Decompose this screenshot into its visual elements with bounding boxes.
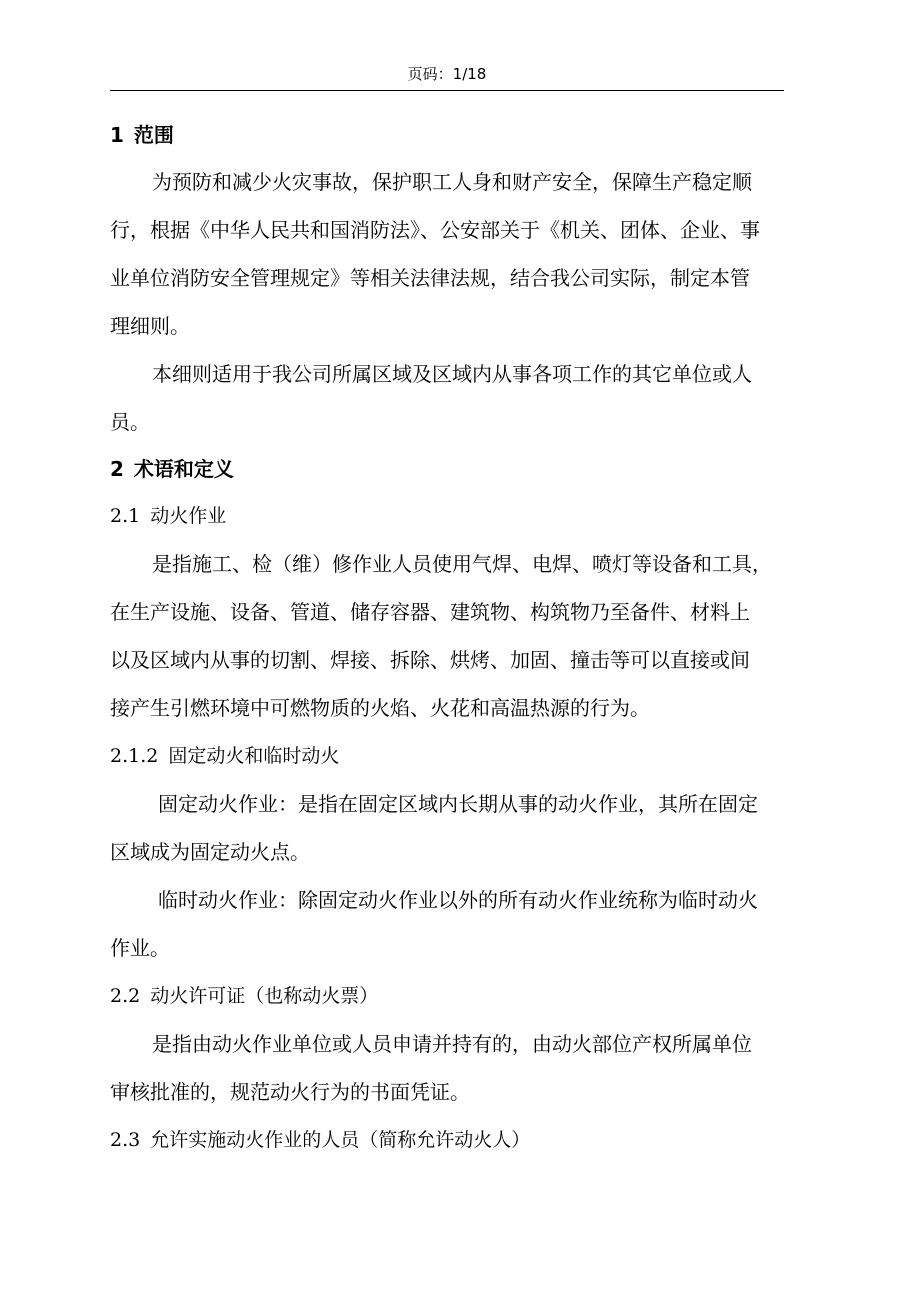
subsection-number: 2.1 (110, 505, 141, 527)
paragraph-line: 本细则适用于我公司所属区域及区域内从事各项工作的其它单位或人 (152, 362, 752, 386)
subsection-2-3-heading (110, 1116, 800, 1164)
subsection-title: 动火许可证（也称动火票） (150, 985, 379, 1007)
paragraph-line: 临时动火作业：除固定动火作业以外的所有动火作业统称为临时动火 (158, 888, 758, 912)
paragraph-fixed-hot-work (110, 780, 800, 876)
subsection-number: 2.2 (110, 985, 141, 1007)
paragraph-line: 为预防和减少火灾事故，保护职工人身和财产安全，保障生产稳定顺 (152, 170, 752, 194)
subsection-title: 动火作业 (150, 505, 227, 527)
section-title: 术语和定义 (133, 457, 234, 481)
paragraph-temporary-hot-work (110, 876, 800, 972)
section-number: 1 (110, 123, 124, 147)
paragraph-line: 区域成为固定动火点。 (110, 840, 310, 864)
paragraph-line: 是指施工、检（维）修作业人员使用气焊、电焊、喷灯等设备和工具， (152, 552, 772, 576)
paragraph-line: 接产生引燃环境中可燃物质的火焰、火花和高温热源的行为。 (110, 696, 650, 720)
subsection-2-1-heading (110, 492, 800, 540)
section-number: 2 (110, 457, 124, 481)
paragraph-line: 业单位消防安全管理规定》等相关法律法规，结合我公司实际，制定本管 (110, 266, 750, 290)
paragraph-hot-work-definition (110, 540, 800, 732)
paragraph-scope (110, 350, 800, 446)
paragraph-line: 行，根据《中华人民共和国消防法》、公安部关于《机关、团体、企业、事 (110, 218, 760, 242)
paragraph-line: 作业。 (110, 936, 170, 960)
subsection-number: 2.1.2 (110, 745, 159, 767)
section-title: 范围 (133, 123, 174, 147)
header-divider (110, 90, 784, 91)
section-1-heading (110, 112, 800, 158)
paragraph-line: 固定动火作业：是指在固定区域内长期从事的动火作业，其所在固定 (158, 792, 758, 816)
subsection-title: 固定动火和临时动火 (168, 745, 340, 767)
subsection-2-2-heading (110, 972, 800, 1020)
document-body (110, 112, 800, 1164)
paragraph-line: 以及区域内从事的切割、焊接、拆除、烘烤、加固、撞击等可以直接或间 (110, 648, 750, 672)
subsection-2-1-2-heading (110, 732, 800, 780)
paragraph-line: 是指由动火作业单位或人员申请并持有的，由动火部位产权所属单位 (152, 1032, 752, 1056)
page-number-header: 页码：1/18 (407, 65, 487, 83)
paragraph-purpose (110, 158, 800, 350)
subsection-title: 允许实施动火作业的人员（简称允许动火人） (150, 1129, 531, 1151)
paragraph-line: 理细则。 (110, 314, 190, 338)
subsection-number: 2.3 (110, 1129, 141, 1151)
section-2-heading (110, 446, 800, 492)
paragraph-line: 在生产设施、设备、管道、储存容器、建筑物、构筑物乃至备件、材料上 (110, 600, 750, 624)
paragraph-permit-definition (110, 1020, 800, 1116)
paragraph-line: 审核批准的，规范动火行为的书面凭证。 (110, 1080, 470, 1104)
paragraph-line: 员。 (110, 410, 150, 434)
